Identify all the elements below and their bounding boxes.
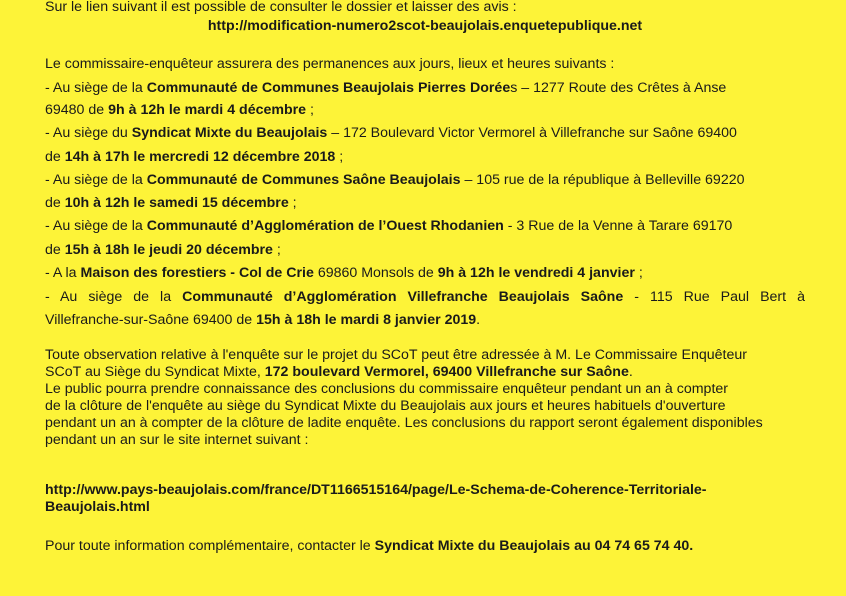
permanence-time: 15h à 18h le mardi 8 janvier 2019 xyxy=(256,312,477,328)
permanence-item: - A la Maison des forestiers - Col de Crie 69860 Monsols de 9h à 12h le vendredi 4 janvier ; xyxy=(45,265,643,281)
contact-info: Pour toute information complémentaire, contacter le Syndicat Mixte du Beaujolais au 04 74 65 74 40. xyxy=(45,538,694,554)
permanence-item: - Au siège de la Communauté d’Agglomération de l’Ouest Rhodanien - 3 Rue de la Venne à Tarare 69170 xyxy=(45,218,733,234)
website-link-continued[interactable]: Beaujolais.html xyxy=(45,499,150,515)
permanence-item: - Au siège de la Communauté de Communes Beaujolais Pierres Dorées – 1277 Route des Crêtes à Anse xyxy=(45,80,727,96)
observation-text: Toute observation relative à l'enquête sur le projet du SCoT peut être adressée à M. Le Commissaire Enquêteur xyxy=(45,347,747,363)
permanence-item-detail: de 10h à 12h le samedi 15 décembre ; xyxy=(45,195,297,211)
organization-name: Communauté de Communes Saône Beaujolais xyxy=(146,172,461,188)
organization-name: Communauté d’Agglomération Villefranche Beaujolais Saône xyxy=(182,289,624,305)
organization-name: Syndicat Mixte du Beaujolais xyxy=(131,125,328,141)
organization-name: Communauté de Communes Beaujolais Pierres Dorée xyxy=(146,80,511,96)
organization-name: Communauté d’Agglomération de l’Ouest Rhodanien xyxy=(146,218,504,234)
observation-text: Le public pourra prendre connaissance des conclusions du commissaire enquêteur pendant un an à compter xyxy=(45,381,728,397)
permanence-item-detail: de 14h à 17h le mercredi 12 décembre 2018 ; xyxy=(45,149,344,165)
permanence-item-detail: 69480 de 9h à 12h le mardi 4 décembre ; xyxy=(45,102,314,118)
contact-phone: Syndicat Mixte du Beaujolais au 04 74 65 74 40. xyxy=(374,538,694,554)
permanence-item: - Au siège de la Communauté d’Agglomération Villefranche Beaujolais Saône - 115 Rue Paul Bert à xyxy=(45,289,805,305)
permanence-item: - Au siège de la Communauté de Communes Saône Beaujolais – 105 rue de la république à Belleville 69220 xyxy=(45,172,745,188)
observation-text: SCoT au Siège du Syndicat Mixte, 172 boulevard Vermorel, 69400 Villefranche sur Saône. xyxy=(45,364,633,380)
permanence-item-detail: Villefranche-sur-Saône 69400 de 15h à 18h le mardi 8 janvier 2019. xyxy=(45,312,481,328)
organization-name: Maison des forestiers - Col de Crie xyxy=(80,265,314,281)
website-link[interactable]: http://www.pays-beaujolais.com/france/DT1166515164/page/Le-Schema-de-Coherence-Territoriale- xyxy=(45,482,707,498)
permanence-time: 9h à 12h le vendredi 4 janvier xyxy=(437,265,635,281)
observation-text: pendant un an sur le site internet suivant : xyxy=(45,432,309,448)
dossier-link[interactable]: http://modification-numero2scot-beaujolais.enquetepublique.net xyxy=(207,18,643,34)
postal-address: 172 boulevard Vermorel, 69400 Villefranche sur Saône xyxy=(264,364,629,380)
observation-text: pendant un an à compter de la clôture de ladite enquête. Les conclusions du rapport seront également disponibles xyxy=(45,415,763,431)
observation-text: de la clôture de l'enquête au siège du Syndicat Mixte du Beaujolais aux jours et heures habituels d'ouverture xyxy=(45,398,726,414)
permanence-item-detail: de 15h à 18h le jeudi 20 décembre ; xyxy=(45,242,281,258)
permanence-time: 14h à 17h le mercredi 12 décembre 2018 xyxy=(64,149,336,165)
permanence-time: 9h à 12h le mardi 4 décembre xyxy=(108,102,307,118)
permanence-time: 15h à 18h le jeudi 20 décembre xyxy=(64,242,273,258)
permanence-item: - Au siège du Syndicat Mixte du Beaujolais – 172 Boulevard Victor Vermorel à Villefranche sur Saône 69400 xyxy=(45,125,737,141)
permanences-heading: Le commissaire-enquêteur assurera des permanences aux jours, lieux et heures suivants : xyxy=(45,56,615,72)
intro-text: Sur le lien suivant il est possible de consulter le dossier et laisser des avis : xyxy=(45,0,517,15)
permanence-time: 10h à 12h le samedi 15 décembre xyxy=(64,195,289,211)
